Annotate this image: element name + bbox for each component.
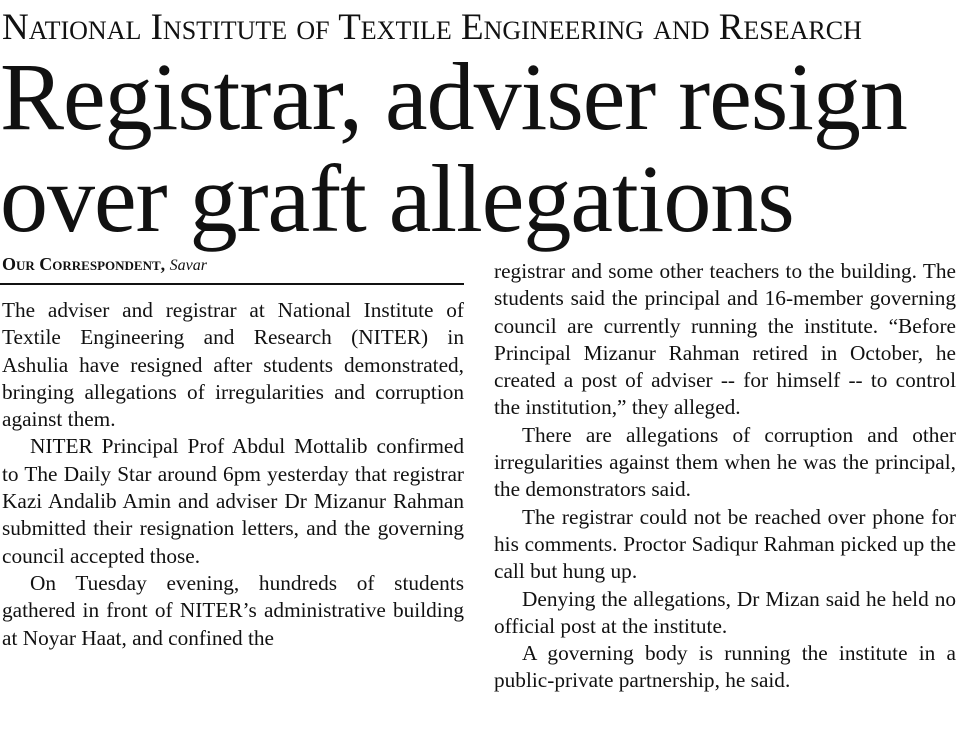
byline — [2, 252, 462, 278]
headline-line-2: over graft allegations — [0, 145, 794, 252]
paragraph: registrar and some other teachers to the building. The students said the principal and 16-member governing council are currently running the institute. “Before Principal Mizanur Rahman retired in October, he created a post of adviser -- for himself -- to control the institution,” they alleged. — [494, 259, 956, 420]
paragraph: NITER Principal Prof Abdul Mottalib confirmed to The Daily Star around 6pm yesterday that registrar Kazi Andalib Amin and adviser Dr Mizanur Rahman submitted their resignation letters, and the governing council accepted those. — [2, 434, 464, 568]
article-column-right — [494, 258, 956, 695]
paragraph: The registrar could not be reached over phone for his comments. Proctor Sadiqur Rahman picked up the call but hung up. — [494, 504, 956, 584]
paragraph: On Tuesday evening, hundreds of students gathered in front of NITER’s administrative building at Noyar Haat, and confined the — [2, 570, 464, 650]
paragraph: There are allegations of corruption and other irregularities against them when he was the principal, the demonstrators said. — [494, 422, 956, 502]
paragraph: A governing body is running the institute in a public-private partnership, he said. — [494, 641, 956, 693]
byline-rule — [0, 283, 464, 285]
paragraph: The adviser and registrar at National Institute of Textile Engineering and Research (NITER) in Ashulia have resigned after students demonstrated, bringing allegations of irregularities and corruption against them. — [2, 298, 464, 432]
byline-author: Our Correspondent, — [2, 254, 166, 274]
kicker-heading: National Institute of Textile Engineering and Research — [2, 7, 862, 48]
paragraph: Denying the allegations, Dr Mizan said he held no official post at the institute. — [494, 586, 956, 638]
headline — [0, 43, 957, 252]
byline-location: Savar — [169, 257, 207, 274]
article-column-left — [2, 297, 464, 652]
headline-line-1: Registrar, adviser resign — [0, 43, 907, 150]
